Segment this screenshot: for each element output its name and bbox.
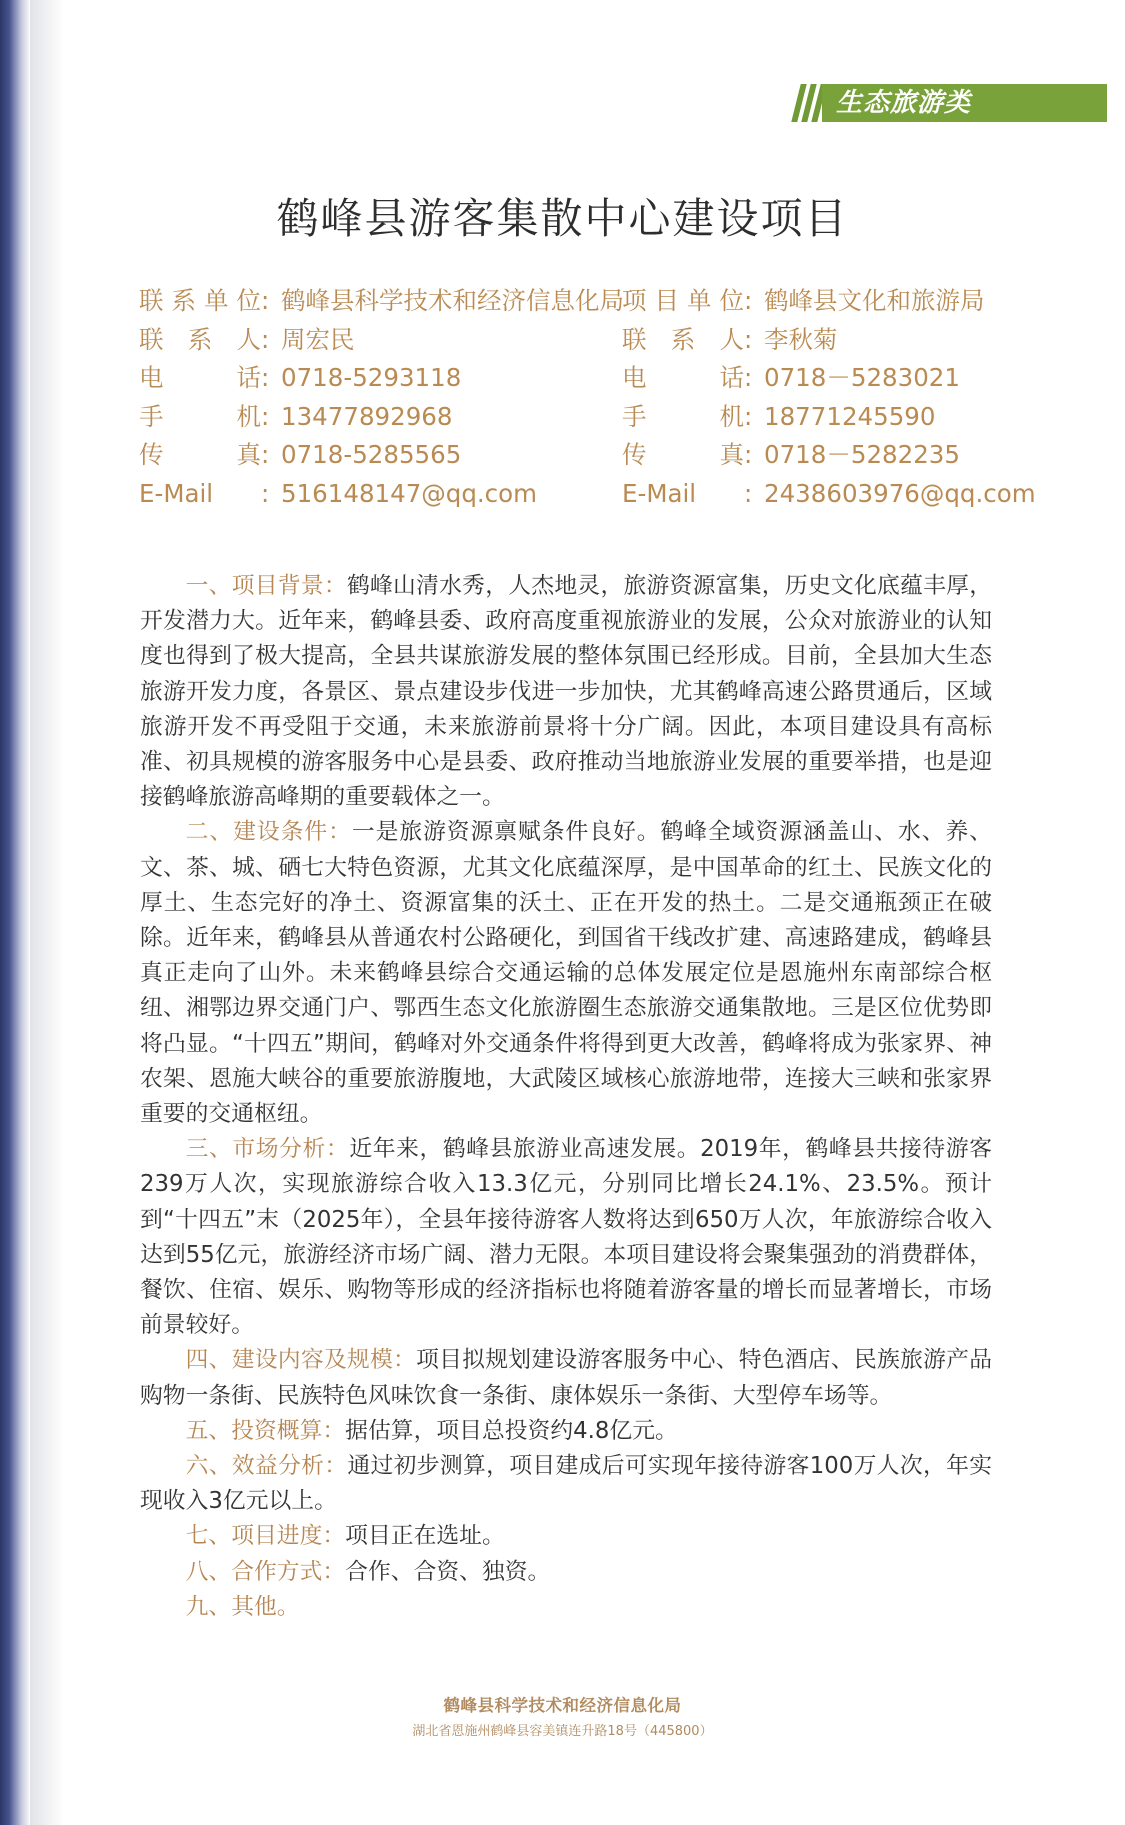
section-heading: 九、其他。	[185, 1593, 300, 1620]
section-text: 据估算，项目总投资约4.8亿元。	[345, 1417, 678, 1444]
section-text: 项目拟规划建设游客服务中心、特色酒店、民族旅游产品购物一条街、民族特色风味饮食一条街、康体娱乐一条街、大型停车场等。	[140, 1347, 993, 1409]
contact-row: 传 真 : 0718－5282235	[622, 436, 1036, 475]
contact-row: 手 机 : 18771245590	[622, 398, 1036, 437]
section-investment	[140, 1414, 992, 1449]
category-tag	[792, 84, 1106, 122]
contact-value: 0718-5285565	[281, 440, 462, 470]
contact-value: 0718-5293118	[281, 363, 462, 393]
contact-value: 周宏民	[281, 324, 355, 354]
contact-label: E-Mail	[622, 478, 697, 508]
contact-label: 联 系 人	[622, 324, 744, 354]
category-tag-label: 生态旅游类	[822, 84, 1107, 122]
contact-label: 手 机	[622, 401, 744, 431]
footer-org: 鹤峰县科学技术和经济信息化局	[443, 1696, 682, 1715]
page-footer	[0, 1692, 1125, 1739]
contact-row: 电 话 : 0718－5283021	[622, 359, 1036, 398]
contact-email: 516148147@qq.com	[281, 478, 538, 508]
contact-row: 联 系 人 : 李秋菊	[622, 321, 1036, 360]
contact-email: 2438603976@qq.com	[764, 478, 1036, 508]
contact-block-left	[139, 282, 624, 522]
contact-label: 联 系 人	[139, 324, 261, 354]
contact-row: 联 系 人 : 周宏民	[139, 321, 624, 360]
section-heading: 一、项目背景：	[185, 573, 347, 599]
contact-value: 鹤峰县文化和旅游局	[764, 286, 985, 315]
contact-row: 传 真 : 0718-5285565	[139, 436, 624, 475]
section-text: 近年来，鹤峰县旅游业高速发展。2019年，鹤峰县共接待游客239万人次，实现旅游综合收入13.3亿元，分别同比增长24.1%、23.5%。预计到“十四五”末（2025年），全县年接待游客人数将达到650万人次，年旅游综合收入达到55亿元，旅游经济市场广阔、潜力无限。本项目建设将会聚集强劲的消费群体，餐饮、住宿、娱乐、购物等形成的经济指标也将随着游客量的增长而显著增长，市场前景较好。	[140, 1136, 992, 1339]
section-heading: 二、建设条件：	[185, 819, 352, 846]
section-text: 一是旅游资源禀赋条件良好。鹤峰全域资源涵盖山、水、养、文、茶、城、硒七大特色资源，尤其文化底蕴深厚，是中国革命的红土、民族文化的厚土、生态完好的净土、资源富集的沃土、正在开发的热土。二是交通瓶颈正在破除。近年来，鹤峰县从普通农村公路硬化，到国省干线改扩建、高速路建成，鹤峰县真正走向了山外。未来鹤峰县综合交通运输的总体发展定位是恩施州东南部综合枢纽、湘鄂边界交通门户、鄂西生态文化旅游圈生态旅游交通集散地。三是区位优势即将凸显。“十四五”期间，鹤峰对外交通条件将得到更大改善，鹤峰将成为张家界、神农架、恩施大峡谷的重要旅游腹地，大武陵区域核心旅游地带，连接大三峡和张家界重要的交通枢纽。	[140, 819, 993, 1128]
section-text: 通过初步测算，项目建成后可实现年接待游客100万人次，年实现收入3亿元以上。	[140, 1453, 992, 1515]
section-progress	[140, 1519, 992, 1554]
section-text: 鹤峰山清水秀，人杰地灵，旅游资源富集，历史文化底蕴丰厚，开发潜力大。近年来，鹤峰县委、政府高度重视旅游业的发展，公众对旅游业的认知度也得到了极大提高，全县共谋旅游发展的整体氛围已经形成。目前，全县加大生态旅游开发力度，各景区、景点建设步伐进一步加快，尤其鹤峰高速公路贯通后，区域旅游开发不再受阻于交通，未来旅游前景将十分广阔。因此，本项目建设具有高标准、初具规模的游客服务中心是县委、政府推动当地旅游业发展的重要举措，也是迎接鹤峰旅游高峰期的重要载体之一。	[140, 573, 993, 811]
contact-row: 手 机 : 13477892968	[139, 398, 624, 437]
section-text: 合作、合资、独资。	[345, 1558, 551, 1585]
contact-label: 手 机	[139, 401, 261, 431]
section-text: 项目正在选址。	[345, 1523, 505, 1550]
document-body	[140, 569, 992, 1625]
section-heading: 六、效益分析：	[185, 1453, 348, 1480]
contact-label: 传 真	[622, 440, 744, 470]
contact-value: 0718－5282235	[764, 440, 960, 470]
page-gutter-shadow	[30, 0, 64, 1825]
section-scope	[140, 1343, 992, 1413]
contact-label: 电 话	[622, 363, 744, 393]
contact-label: 传 真	[139, 440, 261, 470]
contact-label: 项目单位	[622, 286, 744, 315]
contact-value: 13477892968	[281, 401, 453, 431]
footer-address: 湖北省恩施州鹤峰县容美镇连升路18号（445800）	[412, 1724, 713, 1739]
contact-value: 0718－5283021	[764, 363, 960, 393]
contact-value: 18771245590	[764, 401, 936, 431]
contact-value: 鹤峰县科学技术和经济信息化局	[281, 286, 624, 315]
contact-row: 联系单位 : 鹤峰县科学技术和经济信息化局	[139, 282, 624, 321]
book-spine	[0, 0, 30, 1825]
contact-row: 项目单位 : 鹤峰县文化和旅游局	[622, 282, 1036, 321]
contact-value: 李秋菊	[764, 324, 838, 354]
section-heading: 八、合作方式：	[185, 1558, 346, 1585]
section-benefit	[140, 1449, 992, 1519]
section-heading: 四、建设内容及规模：	[185, 1347, 417, 1374]
page-title: 鹤峰县游客集散中心建设项目	[276, 194, 849, 243]
section-conditions	[140, 815, 992, 1132]
contact-block-right	[622, 282, 1036, 522]
section-heading: 三、市场分析：	[185, 1136, 350, 1163]
contact-label: E-Mail	[139, 478, 214, 508]
contact-label: 联系单位	[139, 286, 261, 315]
section-heading: 五、投资概算：	[185, 1417, 346, 1444]
section-cooperation	[140, 1555, 992, 1590]
section-market	[140, 1132, 992, 1343]
section-other	[140, 1590, 992, 1625]
contact-row: E-Mail : 2438603976@qq.com	[622, 475, 1036, 514]
contact-label: 电 话	[139, 363, 261, 393]
section-background	[140, 569, 992, 815]
section-heading: 七、项目进度：	[185, 1523, 346, 1550]
contact-row: E-Mail : 516148147@qq.com	[139, 475, 624, 514]
contact-row: 电 话 : 0718-5293118	[139, 359, 624, 398]
